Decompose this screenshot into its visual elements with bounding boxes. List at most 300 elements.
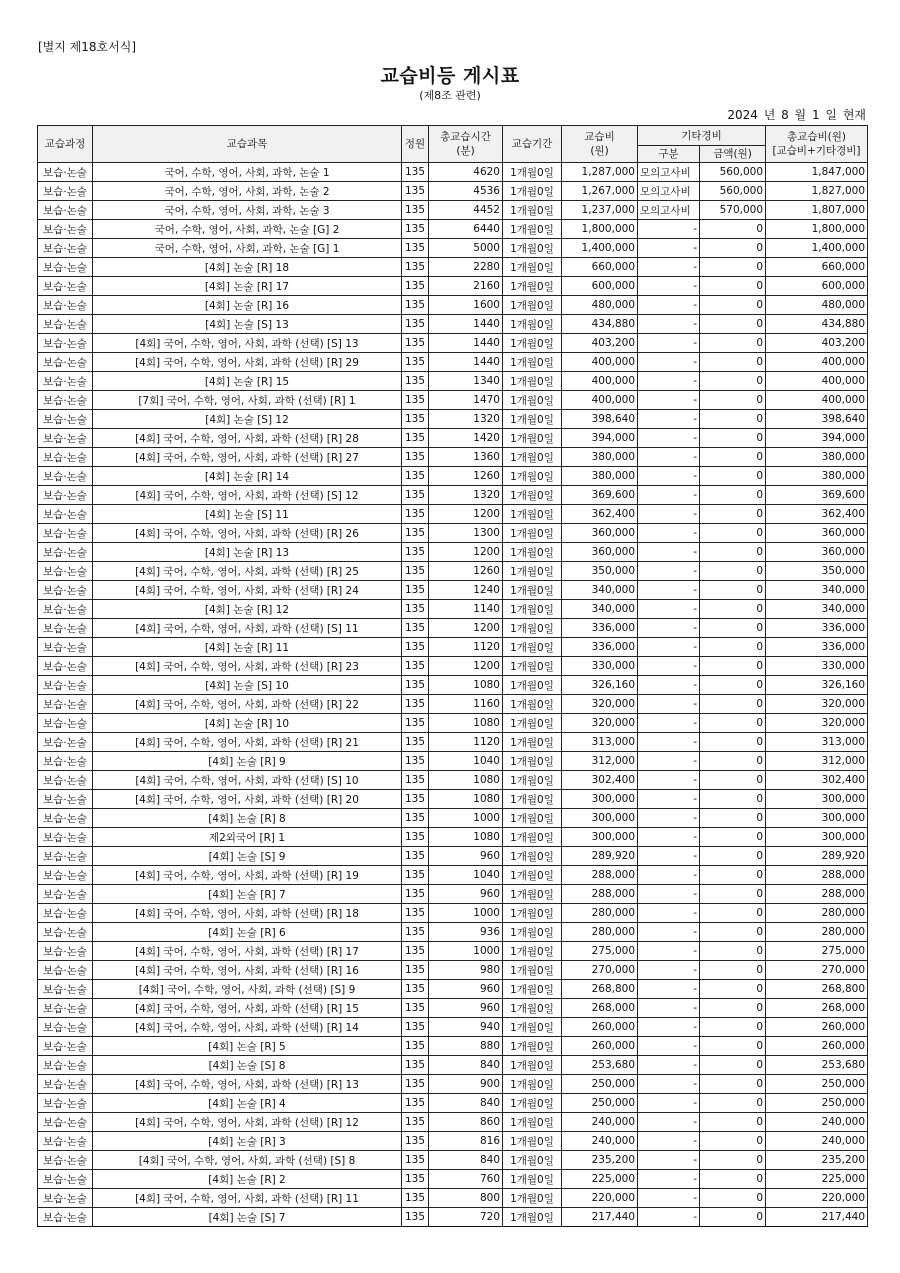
cell-fee: 235,200: [562, 1151, 638, 1170]
cell-capacity: 135: [402, 657, 429, 676]
cell-total: 434,880: [766, 315, 868, 334]
table-row: [38, 1208, 868, 1227]
header-total-line2: [교습비+기타경비]: [772, 145, 861, 157]
cell-capacity: 135: [402, 391, 429, 410]
table-row: [38, 923, 868, 942]
table-body: [38, 163, 868, 1227]
header-total-time-line2: (분): [456, 145, 475, 157]
cell-total: 268,800: [766, 980, 868, 999]
table-row: [38, 980, 868, 999]
cell-capacity: 135: [402, 866, 429, 885]
cell-other-amount: 0: [700, 1170, 766, 1189]
cell-fee: 268,800: [562, 980, 638, 999]
cell-other-amount: 0: [700, 790, 766, 809]
cell-capacity: 135: [402, 258, 429, 277]
cell-other-type: -: [638, 277, 700, 296]
cell-course: 보습·논술: [38, 315, 93, 334]
cell-total: 253,680: [766, 1056, 868, 1075]
cell-course: 보습·논술: [38, 1189, 93, 1208]
cell-period: 1개월0일: [503, 258, 562, 277]
cell-subject: [4회] 논술 [S] 12: [93, 410, 402, 429]
cell-total-minutes: 2160: [429, 277, 503, 296]
cell-subject: [4회] 국어, 수학, 영어, 사회, 과학 (선택) [R] 25: [93, 562, 402, 581]
header-total-line1: 총교습비(원): [787, 131, 846, 143]
table-row: [38, 752, 868, 771]
cell-fee: 336,000: [562, 638, 638, 657]
cell-total-minutes: 4620: [429, 163, 503, 182]
table-row: [38, 847, 868, 866]
cell-total-minutes: 900: [429, 1075, 503, 1094]
cell-total: 250,000: [766, 1094, 868, 1113]
cell-course: 보습·논술: [38, 1113, 93, 1132]
cell-fee: 660,000: [562, 258, 638, 277]
cell-total-minutes: 1470: [429, 391, 503, 410]
cell-fee: 300,000: [562, 809, 638, 828]
cell-other-type: 모의고사비: [638, 201, 700, 220]
cell-course: 보습·논술: [38, 182, 93, 201]
cell-course: 보습·논술: [38, 923, 93, 942]
cell-other-amount: 0: [700, 258, 766, 277]
cell-course: 보습·논술: [38, 828, 93, 847]
cell-capacity: 135: [402, 1094, 429, 1113]
cell-course: 보습·논술: [38, 486, 93, 505]
cell-course: 보습·논술: [38, 1208, 93, 1227]
cell-fee: 434,880: [562, 315, 638, 334]
cell-period: 1개월0일: [503, 1113, 562, 1132]
cell-total: 270,000: [766, 961, 868, 980]
cell-period: 1개월0일: [503, 866, 562, 885]
cell-course: 보습·논술: [38, 1075, 93, 1094]
cell-subject: [4회] 논술 [R] 17: [93, 277, 402, 296]
cell-fee: 260,000: [562, 1018, 638, 1037]
cell-total: 288,000: [766, 885, 868, 904]
cell-fee: 250,000: [562, 1094, 638, 1113]
cell-course: 보습·논술: [38, 505, 93, 524]
cell-subject: [4회] 국어, 수학, 영어, 사회, 과학 (선택) [R] 11: [93, 1189, 402, 1208]
table-row: [38, 334, 868, 353]
cell-fee: 340,000: [562, 581, 638, 600]
cell-fee: 1,400,000: [562, 239, 638, 258]
cell-other-type: -: [638, 315, 700, 334]
cell-course: 보습·논술: [38, 201, 93, 220]
cell-subject: [4회] 논술 [R] 14: [93, 467, 402, 486]
cell-fee: 288,000: [562, 866, 638, 885]
cell-subject: [4회] 논술 [S] 13: [93, 315, 402, 334]
cell-period: 1개월0일: [503, 353, 562, 372]
cell-subject: [4회] 국어, 수학, 영어, 사회, 과학 (선택) [R] 20: [93, 790, 402, 809]
cell-other-type: -: [638, 847, 700, 866]
cell-course: 보습·논술: [38, 1151, 93, 1170]
cell-total: 280,000: [766, 904, 868, 923]
cell-capacity: 135: [402, 277, 429, 296]
table-row: [38, 505, 868, 524]
cell-course: 보습·논술: [38, 980, 93, 999]
header-total-time-line1: 총교습시간: [440, 131, 491, 143]
table-row: [38, 315, 868, 334]
cell-subject: [4회] 논술 [S] 10: [93, 676, 402, 695]
cell-other-type: -: [638, 486, 700, 505]
cell-other-type: -: [638, 638, 700, 657]
cell-other-type: -: [638, 980, 700, 999]
cell-total: 336,000: [766, 619, 868, 638]
cell-other-type: -: [638, 524, 700, 543]
cell-subject: [4회] 국어, 수학, 영어, 사회, 과학 (선택) [S] 10: [93, 771, 402, 790]
cell-total: 398,640: [766, 410, 868, 429]
table-row: [38, 182, 868, 201]
fee-table: [37, 125, 868, 1227]
cell-total: 225,000: [766, 1170, 868, 1189]
cell-capacity: 135: [402, 1151, 429, 1170]
cell-course: 보습·논술: [38, 277, 93, 296]
table-row: [38, 1056, 868, 1075]
cell-other-amount: 0: [700, 372, 766, 391]
cell-other-type: -: [638, 1075, 700, 1094]
cell-other-type: -: [638, 1094, 700, 1113]
cell-other-amount: 0: [700, 410, 766, 429]
cell-period: 1개월0일: [503, 543, 562, 562]
cell-total: 313,000: [766, 733, 868, 752]
cell-other-amount: 0: [700, 942, 766, 961]
cell-other-type: -: [638, 866, 700, 885]
cell-fee: 253,680: [562, 1056, 638, 1075]
cell-total: 300,000: [766, 790, 868, 809]
cell-period: 1개월0일: [503, 714, 562, 733]
cell-capacity: 135: [402, 733, 429, 752]
cell-other-type: -: [638, 391, 700, 410]
cell-period: 1개월0일: [503, 448, 562, 467]
cell-subject: [4회] 국어, 수학, 영어, 사회, 과학 (선택) [R] 17: [93, 942, 402, 961]
cell-course: 보습·논술: [38, 1094, 93, 1113]
cell-period: 1개월0일: [503, 809, 562, 828]
cell-fee: 275,000: [562, 942, 638, 961]
cell-capacity: 135: [402, 353, 429, 372]
cell-capacity: 135: [402, 828, 429, 847]
table-row: [38, 999, 868, 1018]
cell-subject: 국어, 수학, 영어, 사회, 과학, 논술 2: [93, 182, 402, 201]
cell-other-amount: 570,000: [700, 201, 766, 220]
table-row: [38, 809, 868, 828]
cell-total: 326,160: [766, 676, 868, 695]
cell-fee: 380,000: [562, 448, 638, 467]
cell-capacity: 135: [402, 562, 429, 581]
cell-capacity: 135: [402, 1132, 429, 1151]
cell-course: 보습·논술: [38, 220, 93, 239]
table-row: [38, 429, 868, 448]
cell-capacity: 135: [402, 942, 429, 961]
cell-period: 1개월0일: [503, 961, 562, 980]
cell-capacity: 135: [402, 296, 429, 315]
cell-subject: [4회] 국어, 수학, 영어, 사회, 과학 (선택) [R] 16: [93, 961, 402, 980]
cell-fee: 302,400: [562, 771, 638, 790]
cell-capacity: 135: [402, 1018, 429, 1037]
cell-other-type: -: [638, 258, 700, 277]
cell-other-amount: 0: [700, 220, 766, 239]
cell-period: 1개월0일: [503, 581, 562, 600]
cell-subject: [4회] 논술 [R] 2: [93, 1170, 402, 1189]
cell-course: 보습·논술: [38, 524, 93, 543]
cell-other-amount: 0: [700, 638, 766, 657]
cell-other-type: -: [638, 505, 700, 524]
cell-other-amount: 0: [700, 733, 766, 752]
cell-course: 보습·논술: [38, 904, 93, 923]
cell-total-minutes: 980: [429, 961, 503, 980]
cell-capacity: 135: [402, 999, 429, 1018]
cell-fee: 400,000: [562, 391, 638, 410]
cell-total-minutes: 5000: [429, 239, 503, 258]
table-row: [38, 695, 868, 714]
cell-fee: 350,000: [562, 562, 638, 581]
cell-other-type: -: [638, 923, 700, 942]
cell-subject: [4회] 논술 [R] 5: [93, 1037, 402, 1056]
page-subtitle: (제8조 관련): [419, 89, 481, 102]
cell-subject: [4회] 논술 [S] 9: [93, 847, 402, 866]
header-total: [766, 126, 868, 163]
header-other-expenses: 기타경비: [638, 126, 766, 146]
cell-total: 220,000: [766, 1189, 868, 1208]
cell-other-type: -: [638, 581, 700, 600]
cell-other-amount: 0: [700, 296, 766, 315]
cell-other-type: -: [638, 353, 700, 372]
table-row: [38, 1189, 868, 1208]
cell-total-minutes: 840: [429, 1094, 503, 1113]
cell-total-minutes: 1000: [429, 942, 503, 961]
cell-other-type: -: [638, 600, 700, 619]
cell-fee: 330,000: [562, 657, 638, 676]
cell-other-type: -: [638, 296, 700, 315]
table-header: [38, 126, 868, 163]
cell-capacity: 135: [402, 1056, 429, 1075]
cell-course: 보습·논술: [38, 885, 93, 904]
cell-total-minutes: 1040: [429, 866, 503, 885]
header-period: 교습기간: [503, 126, 562, 163]
cell-period: 1개월0일: [503, 695, 562, 714]
cell-total-minutes: 960: [429, 847, 503, 866]
cell-total-minutes: 6440: [429, 220, 503, 239]
as-of-date: 2024 년 8 월 1 일 현재: [727, 108, 866, 122]
cell-course: 보습·논술: [38, 657, 93, 676]
cell-capacity: 135: [402, 961, 429, 980]
cell-course: 보습·논술: [38, 619, 93, 638]
cell-other-amount: 0: [700, 676, 766, 695]
cell-subject: [4회] 국어, 수학, 영어, 사회, 과학 (선택) [S] 8: [93, 1151, 402, 1170]
cell-total-minutes: 1200: [429, 505, 503, 524]
cell-capacity: 135: [402, 980, 429, 999]
cell-total-minutes: 1420: [429, 429, 503, 448]
cell-other-type: 모의고사비: [638, 163, 700, 182]
cell-other-type: -: [638, 790, 700, 809]
cell-other-amount: 0: [700, 429, 766, 448]
cell-period: 1개월0일: [503, 182, 562, 201]
cell-other-type: -: [638, 676, 700, 695]
cell-fee: 398,640: [562, 410, 638, 429]
cell-capacity: 135: [402, 809, 429, 828]
cell-other-amount: 0: [700, 239, 766, 258]
cell-other-type: 모의고사비: [638, 182, 700, 201]
cell-total-minutes: 800: [429, 1189, 503, 1208]
cell-total-minutes: 4536: [429, 182, 503, 201]
cell-period: 1개월0일: [503, 600, 562, 619]
cell-course: 보습·논술: [38, 334, 93, 353]
cell-fee: 270,000: [562, 961, 638, 980]
cell-other-amount: 0: [700, 1018, 766, 1037]
table-row: [38, 562, 868, 581]
cell-other-type: -: [638, 714, 700, 733]
cell-other-amount: 0: [700, 866, 766, 885]
cell-subject: [4회] 국어, 수학, 영어, 사회, 과학 (선택) [S] 12: [93, 486, 402, 505]
table-row: [38, 410, 868, 429]
cell-period: 1개월0일: [503, 505, 562, 524]
cell-period: 1개월0일: [503, 923, 562, 942]
cell-other-type: -: [638, 467, 700, 486]
cell-total: 400,000: [766, 353, 868, 372]
cell-capacity: 135: [402, 182, 429, 201]
cell-fee: 280,000: [562, 923, 638, 942]
cell-course: 보습·논술: [38, 1056, 93, 1075]
cell-total: 312,000: [766, 752, 868, 771]
cell-period: 1개월0일: [503, 1075, 562, 1094]
cell-period: 1개월0일: [503, 315, 562, 334]
cell-total-minutes: 720: [429, 1208, 503, 1227]
table-row: [38, 961, 868, 980]
cell-subject: [4회] 국어, 수학, 영어, 사회, 과학 (선택) [R] 22: [93, 695, 402, 714]
cell-total-minutes: 816: [429, 1132, 503, 1151]
cell-total: 340,000: [766, 600, 868, 619]
cell-other-type: -: [638, 410, 700, 429]
cell-total: 360,000: [766, 543, 868, 562]
cell-total-minutes: 1140: [429, 600, 503, 619]
cell-subject: [4회] 논술 [R] 12: [93, 600, 402, 619]
cell-fee: 403,200: [562, 334, 638, 353]
cell-total: 1,827,000: [766, 182, 868, 201]
cell-period: 1개월0일: [503, 619, 562, 638]
cell-capacity: 135: [402, 410, 429, 429]
cell-total-minutes: 960: [429, 980, 503, 999]
cell-total: 288,000: [766, 866, 868, 885]
cell-course: 보습·논술: [38, 1037, 93, 1056]
cell-other-type: -: [638, 220, 700, 239]
cell-other-amount: 0: [700, 714, 766, 733]
cell-capacity: 135: [402, 201, 429, 220]
cell-total-minutes: 1440: [429, 334, 503, 353]
cell-capacity: 135: [402, 1113, 429, 1132]
cell-fee: 1,237,000: [562, 201, 638, 220]
cell-other-type: -: [638, 562, 700, 581]
cell-total-minutes: 1200: [429, 543, 503, 562]
cell-other-amount: 0: [700, 1151, 766, 1170]
cell-subject: [4회] 논술 [R] 18: [93, 258, 402, 277]
cell-subject: 제2외국어 [R] 1: [93, 828, 402, 847]
cell-subject: [4회] 국어, 수학, 영어, 사회, 과학 (선택) [R] 14: [93, 1018, 402, 1037]
cell-subject: [4회] 논술 [S] 8: [93, 1056, 402, 1075]
cell-subject: 국어, 수학, 영어, 사회, 과학, 논술 1: [93, 163, 402, 182]
cell-course: 보습·논술: [38, 410, 93, 429]
table-row: [38, 1113, 868, 1132]
cell-period: 1개월0일: [503, 220, 562, 239]
cell-total-minutes: 840: [429, 1056, 503, 1075]
cell-fee: 288,000: [562, 885, 638, 904]
cell-subject: 국어, 수학, 영어, 사회, 과학, 논술 [G] 1: [93, 239, 402, 258]
table-row: [38, 771, 868, 790]
cell-subject: [4회] 논술 [S] 7: [93, 1208, 402, 1227]
cell-period: 1개월0일: [503, 1094, 562, 1113]
cell-period: 1개월0일: [503, 942, 562, 961]
cell-other-amount: 0: [700, 999, 766, 1018]
cell-subject: [4회] 국어, 수학, 영어, 사회, 과학 (선택) [R] 29: [93, 353, 402, 372]
cell-subject: [4회] 논술 [R] 13: [93, 543, 402, 562]
cell-total-minutes: 1440: [429, 353, 503, 372]
cell-fee: 1,287,000: [562, 163, 638, 182]
cell-other-amount: 0: [700, 486, 766, 505]
cell-other-type: -: [638, 1189, 700, 1208]
cell-capacity: 135: [402, 847, 429, 866]
cell-period: 1개월0일: [503, 904, 562, 923]
cell-total-minutes: 1080: [429, 828, 503, 847]
cell-subject: 국어, 수학, 영어, 사회, 과학, 논술 3: [93, 201, 402, 220]
cell-subject: [4회] 국어, 수학, 영어, 사회, 과학 (선택) [R] 23: [93, 657, 402, 676]
cell-fee: 400,000: [562, 372, 638, 391]
cell-course: 보습·논술: [38, 239, 93, 258]
cell-fee: 600,000: [562, 277, 638, 296]
cell-capacity: 135: [402, 505, 429, 524]
cell-course: 보습·논술: [38, 638, 93, 657]
cell-fee: 313,000: [562, 733, 638, 752]
cell-total-minutes: 1120: [429, 733, 503, 752]
header-other-amount: 금액(원): [700, 146, 766, 163]
cell-other-type: -: [638, 1208, 700, 1227]
cell-fee: 336,000: [562, 619, 638, 638]
cell-capacity: 135: [402, 1189, 429, 1208]
cell-total: 480,000: [766, 296, 868, 315]
cell-course: 보습·논술: [38, 448, 93, 467]
cell-period: 1개월0일: [503, 372, 562, 391]
cell-total-minutes: 1600: [429, 296, 503, 315]
cell-other-type: -: [638, 543, 700, 562]
cell-period: 1개월0일: [503, 847, 562, 866]
cell-other-type: -: [638, 1132, 700, 1151]
cell-total: 362,400: [766, 505, 868, 524]
cell-subject: [4회] 논술 [R] 4: [93, 1094, 402, 1113]
cell-subject: [4회] 국어, 수학, 영어, 사회, 과학 (선택) [R] 21: [93, 733, 402, 752]
cell-total-minutes: 1340: [429, 372, 503, 391]
cell-fee: 240,000: [562, 1113, 638, 1132]
cell-other-type: -: [638, 828, 700, 847]
cell-capacity: 135: [402, 543, 429, 562]
cell-capacity: 135: [402, 676, 429, 695]
cell-capacity: 135: [402, 486, 429, 505]
cell-capacity: 135: [402, 581, 429, 600]
cell-total: 289,920: [766, 847, 868, 866]
cell-period: 1개월0일: [503, 752, 562, 771]
cell-other-type: -: [638, 733, 700, 752]
cell-other-type: -: [638, 239, 700, 258]
cell-other-type: -: [638, 809, 700, 828]
cell-period: 1개월0일: [503, 1132, 562, 1151]
cell-subject: [4회] 국어, 수학, 영어, 사회, 과학 (선택) [R] 13: [93, 1075, 402, 1094]
table-row: [38, 372, 868, 391]
table-row: [38, 296, 868, 315]
cell-capacity: 135: [402, 220, 429, 239]
cell-capacity: 135: [402, 372, 429, 391]
cell-total-minutes: 1040: [429, 752, 503, 771]
cell-total-minutes: 1300: [429, 524, 503, 543]
cell-other-amount: 0: [700, 771, 766, 790]
cell-total-minutes: 1360: [429, 448, 503, 467]
cell-course: 보습·논술: [38, 543, 93, 562]
cell-other-amount: 0: [700, 505, 766, 524]
cell-other-type: -: [638, 372, 700, 391]
cell-course: 보습·논술: [38, 1170, 93, 1189]
cell-subject: [4회] 국어, 수학, 영어, 사회, 과학 (선택) [R] 28: [93, 429, 402, 448]
